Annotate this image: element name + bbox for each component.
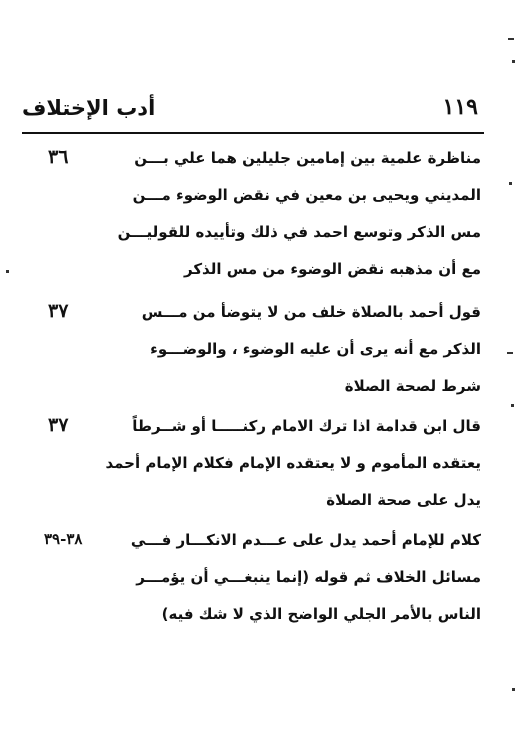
entry-line: مسائل الخلاف ثم قوله (إنما ينبغـــي أن يؤمـــر <box>136 568 481 586</box>
entry-page-ref: ٣٧ <box>48 300 69 322</box>
scan-speck <box>507 352 513 354</box>
scan-speck <box>512 60 515 63</box>
index-entry <box>105 408 481 519</box>
index-entry <box>117 140 481 288</box>
index-entry <box>121 294 481 405</box>
entry-line: مع أن مذهبه نقض الوضوء من مس الذكر <box>183 260 481 278</box>
entry-line: الناس بالأمر الجلي الواضح الذي لا شك فيه) <box>161 605 481 623</box>
entry-line: مناظرة علمية بين إمامين جليلين هما علي بـــن <box>134 149 481 167</box>
index-entry <box>121 522 481 633</box>
entry-line: مس الذكر وتوسع احمد في ذلك وتأييده للقوليـــن <box>117 223 481 241</box>
scan-speck <box>6 270 9 273</box>
scan-speck <box>511 404 514 407</box>
entry-line: قول أحمد بالصلاة خلف من لا يتوضأ من مـــس <box>141 303 481 321</box>
entry-line: المديني ويحيى بن معين في نقض الوضوء مـــن <box>132 186 481 204</box>
entry-page-ref: ٣٨-٣٩ <box>44 530 83 548</box>
page-header <box>22 92 484 134</box>
entry-line: يدل على صحة الصلاة <box>326 491 481 509</box>
page-number: ١١٩ <box>442 94 478 120</box>
entry-line: كلام للإمام أحمد يدل على عـــدم الانكـــار فـــي <box>130 531 481 549</box>
entry-line: قال ابن قدامة اذا ترك الامام ركنـــــا أو شــرطاً <box>132 417 481 435</box>
scan-speck <box>509 182 512 185</box>
scan-speck <box>512 688 515 691</box>
entry-page-ref: ٣٧ <box>48 414 69 436</box>
entry-page-ref: ٣٦ <box>48 146 69 168</box>
entry-line: شرط لصحة الصلاة <box>344 377 481 395</box>
entry-line: يعتقده المأموم و لا يعتقده الإمام فكلام الإمام أحمد <box>105 454 481 472</box>
running-title: أدب الإختلاف <box>22 96 156 120</box>
entry-line: الذكر مع أنه يرى أن عليه الوضوء ، والوضـــوء <box>150 340 481 358</box>
scan-speck <box>508 38 514 40</box>
